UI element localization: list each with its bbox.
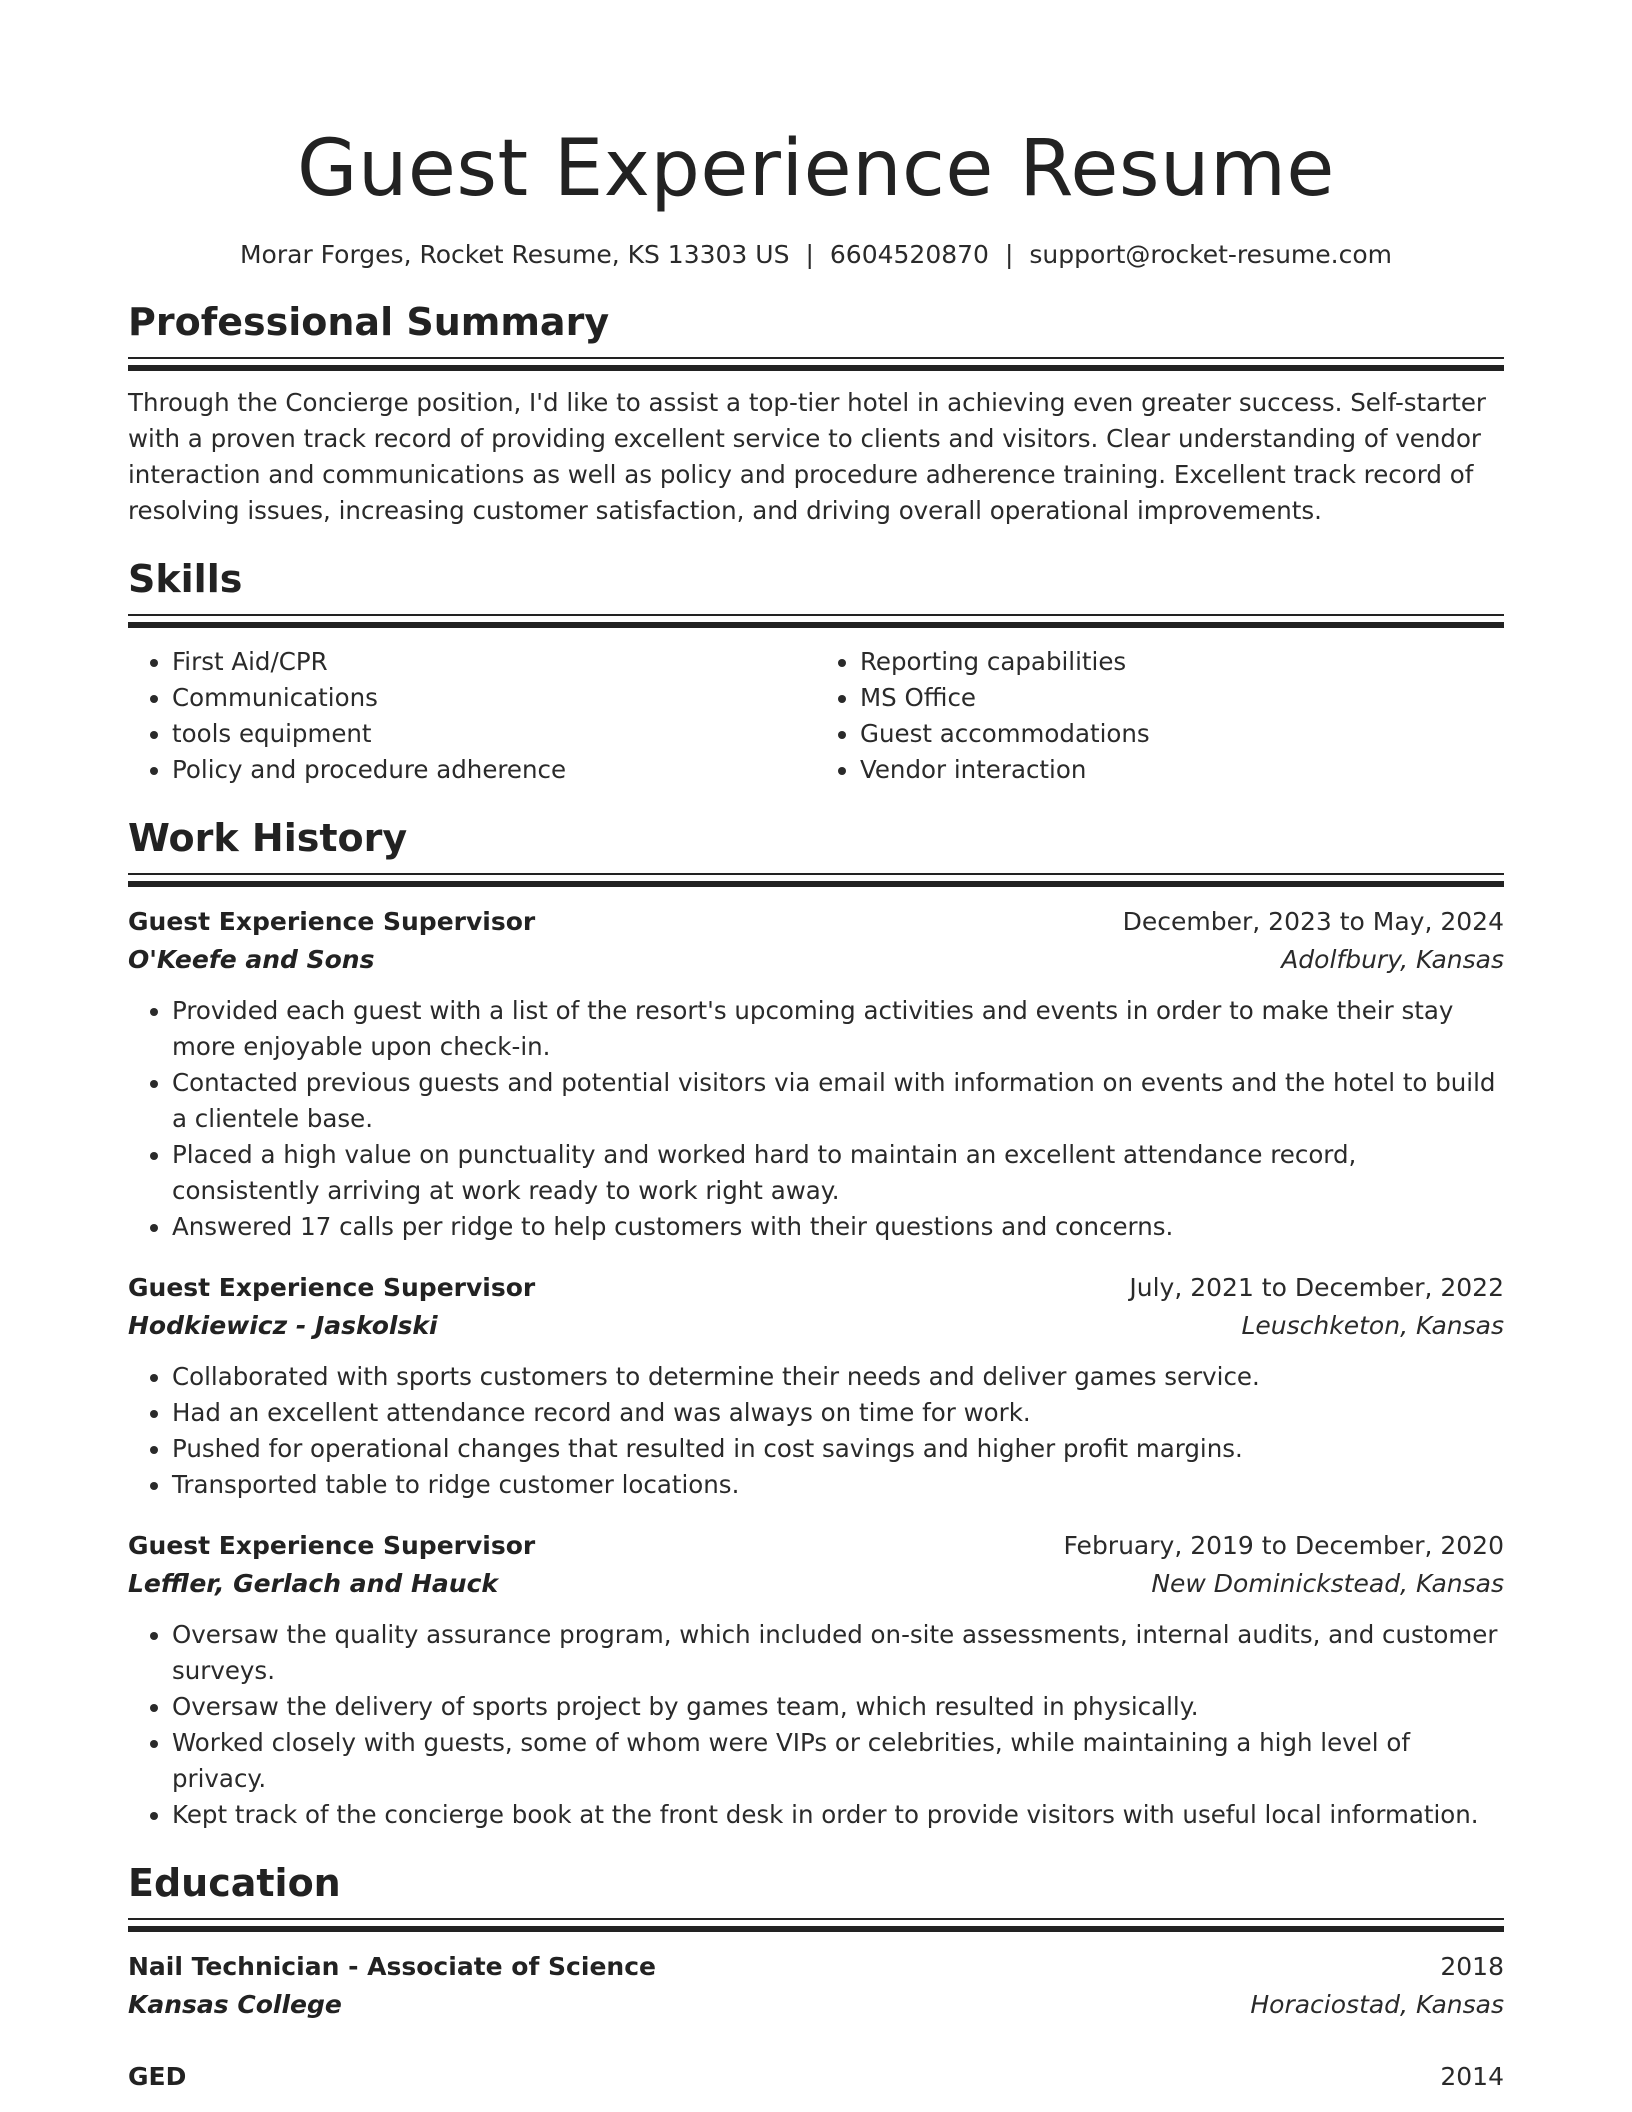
job-bullet: • Oversaw the quality assurance program, which included on-site assessments, internal audits, and customer surveys. bbox=[172, 1617, 1504, 1689]
education-year: 2014 bbox=[1440, 2062, 1504, 2091]
contact-email[interactable]: support@rocket-resume.com bbox=[1029, 240, 1392, 269]
job-entry bbox=[128, 903, 1504, 1245]
section-divider bbox=[128, 1918, 1504, 1932]
job-bullets bbox=[128, 1359, 1504, 1503]
job-title: Guest Experience Supervisor bbox=[128, 907, 536, 936]
job-dates: December, 2023 to May, 2024 bbox=[1122, 907, 1504, 936]
job-location: New Dominickstead, Kansas bbox=[1151, 1569, 1504, 1598]
skill-item: • First Aid/CPR bbox=[172, 644, 816, 680]
job-title: Guest Experience Supervisor bbox=[128, 1531, 536, 1560]
education-section bbox=[128, 1859, 1504, 2096]
job-bullet: • Provided each guest with a list of the resort's upcoming activities and events in order to make their stay more enjoyable upon check-in. bbox=[172, 993, 1504, 1065]
skill-item: • MS Office bbox=[860, 680, 1504, 716]
section-heading-summary: Professional Summary bbox=[128, 300, 610, 344]
contact-line bbox=[128, 238, 1504, 272]
section-divider bbox=[128, 357, 1504, 371]
job-company-row bbox=[128, 1565, 1504, 1603]
job-company: Hodkiewicz - Jaskolski bbox=[128, 1311, 438, 1340]
summary-section bbox=[128, 298, 1504, 529]
skill-item: • Policy and procedure adherence bbox=[172, 752, 816, 788]
resume-page bbox=[128, 0, 1504, 2096]
job-location: Leuschketon, Kansas bbox=[1241, 1311, 1504, 1340]
job-bullet: • Had an excellent attendance record and was always on time for work. bbox=[172, 1395, 1504, 1431]
skills-column-right bbox=[816, 644, 1504, 788]
job-header-row bbox=[128, 1527, 1504, 1565]
skill-item: • Guest accommodations bbox=[860, 716, 1504, 752]
skill-item: • tools equipment bbox=[172, 716, 816, 752]
job-bullets bbox=[128, 993, 1504, 1245]
education-header-row bbox=[128, 2058, 1504, 2096]
contact-address: Morar Forges, Rocket Resume, KS 13303 US bbox=[239, 240, 790, 269]
job-bullets bbox=[128, 1617, 1504, 1833]
job-company: Leffler, Gerlach and Hauck bbox=[128, 1569, 499, 1598]
job-title: Guest Experience Supervisor bbox=[128, 1273, 536, 1302]
job-bullet: • Contacted previous guests and potential visitors via email with information on events and the hotel to build a clientele base. bbox=[172, 1065, 1504, 1137]
job-company-row bbox=[128, 941, 1504, 979]
job-company: O'Keefe and Sons bbox=[128, 945, 375, 974]
section-divider bbox=[128, 873, 1504, 887]
job-bullet: • Answered 17 calls per ridge to help customers with their questions and concerns. bbox=[172, 1209, 1504, 1245]
skills-column-left bbox=[128, 644, 816, 788]
job-entry bbox=[128, 1527, 1504, 1833]
skills-section bbox=[128, 555, 1504, 788]
resume-title: Guest Experience Resume bbox=[297, 124, 1335, 214]
job-bullet: • Transported table to ridge customer locations. bbox=[172, 1467, 1504, 1503]
contact-separator: | bbox=[805, 240, 814, 269]
section-heading-education: Education bbox=[128, 1861, 341, 1905]
job-dates: July, 2021 to December, 2022 bbox=[1129, 1273, 1504, 1302]
job-bullet: • Oversaw the delivery of sports project by games team, which resulted in physically. bbox=[172, 1689, 1504, 1725]
section-divider bbox=[128, 614, 1504, 628]
work-history-section bbox=[128, 814, 1504, 1833]
job-bullet: • Collaborated with sports customers to determine their needs and deliver games service. bbox=[172, 1359, 1504, 1395]
job-header-row bbox=[128, 1269, 1504, 1307]
job-company-row bbox=[128, 1307, 1504, 1345]
education-degree: GED bbox=[128, 2062, 187, 2091]
education-school: Kansas College bbox=[128, 1990, 342, 2019]
job-dates: February, 2019 to December, 2020 bbox=[1063, 1531, 1504, 1560]
education-location: Horaciostad, Kansas bbox=[1250, 1990, 1504, 2019]
contact-phone: 6604520870 bbox=[829, 240, 989, 269]
skill-item: • Vendor interaction bbox=[860, 752, 1504, 788]
job-entry bbox=[128, 1269, 1504, 1503]
education-school-row bbox=[128, 1986, 1504, 2024]
job-bullet: • Placed a high value on punctuality and worked hard to maintain an excellent attendance record, consistently arriving at work ready to work right away. bbox=[172, 1137, 1504, 1209]
skill-item: • Communications bbox=[172, 680, 816, 716]
contact-separator: | bbox=[1004, 240, 1014, 269]
job-location: Adolfbury, Kansas bbox=[1281, 945, 1504, 974]
skills-list bbox=[128, 644, 1504, 788]
education-degree: Nail Technician - Associate of Science bbox=[128, 1952, 656, 1981]
education-header-row bbox=[128, 1948, 1504, 1986]
skill-item: • Reporting capabilities bbox=[860, 644, 1504, 680]
summary-text: Through the Concierge position, I'd like to assist a top-tier hotel in achieving even greater success. Self-starter with a proven track record of providing excellent service to clients and visitors. Clear understanding of vendor interaction and communications as well as policy and procedure adherence training. Excellent track record of resolving issues, increasing customer satisfaction, and driving overall operational improvements. bbox=[128, 388, 1487, 525]
education-entry bbox=[128, 2058, 1504, 2096]
section-heading-skills: Skills bbox=[128, 557, 243, 601]
job-bullet: • Pushed for operational changes that resulted in cost savings and higher profit margins. bbox=[172, 1431, 1504, 1467]
education-entry bbox=[128, 1948, 1504, 2024]
education-year: 2018 bbox=[1440, 1952, 1504, 1981]
job-header-row bbox=[128, 903, 1504, 941]
section-heading-work-history: Work History bbox=[128, 816, 408, 860]
job-bullet: • Worked closely with guests, some of whom were VIPs or celebrities, while maintaining a high level of privacy. bbox=[172, 1725, 1504, 1797]
job-bullet: • Kept track of the concierge book at the front desk in order to provide visitors with useful local information. bbox=[172, 1797, 1504, 1833]
